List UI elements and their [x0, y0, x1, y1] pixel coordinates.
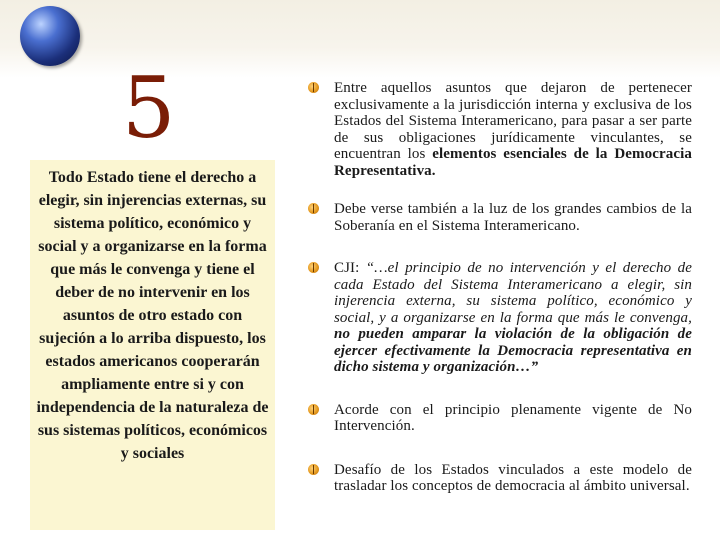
bullet-italic-text: “…el principio de no intervención y el derecho de cada Estado del Sistema Interamericano a elegir, sin injerencia externa, su sistema político, económico y social, y a organizarse en la forma que más le convenga, — [334, 260, 692, 326]
globe-icon — [20, 6, 80, 66]
bullet-text: Debe verse también a la luz de los grandes cambios de la Soberanía en el Sistema Interamericano. — [334, 201, 692, 234]
world-map-banner — [0, 0, 720, 78]
bullet-item — [308, 402, 692, 435]
bullet-lead: CJI: — [334, 260, 366, 276]
bullet-bold-italic-text: no pueden amparar la violación de la obligación de ejercer efectivamente la Democracia representativa en dicho sistema y organización…” — [334, 326, 692, 375]
left-text: Todo Estado tiene el derecho a elegir, sin injerencias externas, su sistema político, económico y social y a organizarse en la forma que más le convenga y tiene el deber de no intervenir en los asuntos de otro estado con sujeción a lo arriba dispuesto, los estados americanos cooperarán ampliamente entre si y con independencia de la naturaleza de sus sistemas políticos, económicos y sociales — [36, 169, 269, 462]
bullet-text: Entre aquellos asuntos que dejaron de pertenecer exclusivamente a la jurisdicción interna y exclusiva de los Estados del Sistema Interamericano, para pasar a ser parte de sus obligaciones jurídicamente vinculantes, se encuentran los — [334, 80, 692, 162]
slide-number: 5 — [122, 59, 176, 157]
bullet-item — [308, 462, 692, 495]
bullet-item — [308, 260, 692, 376]
bullet-icon — [308, 203, 319, 214]
bullet-icon — [308, 464, 319, 475]
bullet-item — [308, 80, 692, 179]
bullet-text: Acorde con el principio plenamente vigente de No Intervención. — [334, 401, 692, 434]
bullet-icon — [308, 82, 319, 93]
bullet-item — [308, 201, 692, 234]
bullet-icon — [308, 404, 319, 415]
bullet-list — [308, 80, 692, 495]
left-text-box — [30, 160, 275, 530]
bullet-icon — [308, 262, 319, 273]
bullet-bold-text: elementos esenciales de la Democracia Representativa. — [334, 146, 692, 179]
bullet-text: Desafío de los Estados vinculados a este modelo de trasladar los conceptos de democracia al ámbito universal. — [334, 461, 692, 494]
